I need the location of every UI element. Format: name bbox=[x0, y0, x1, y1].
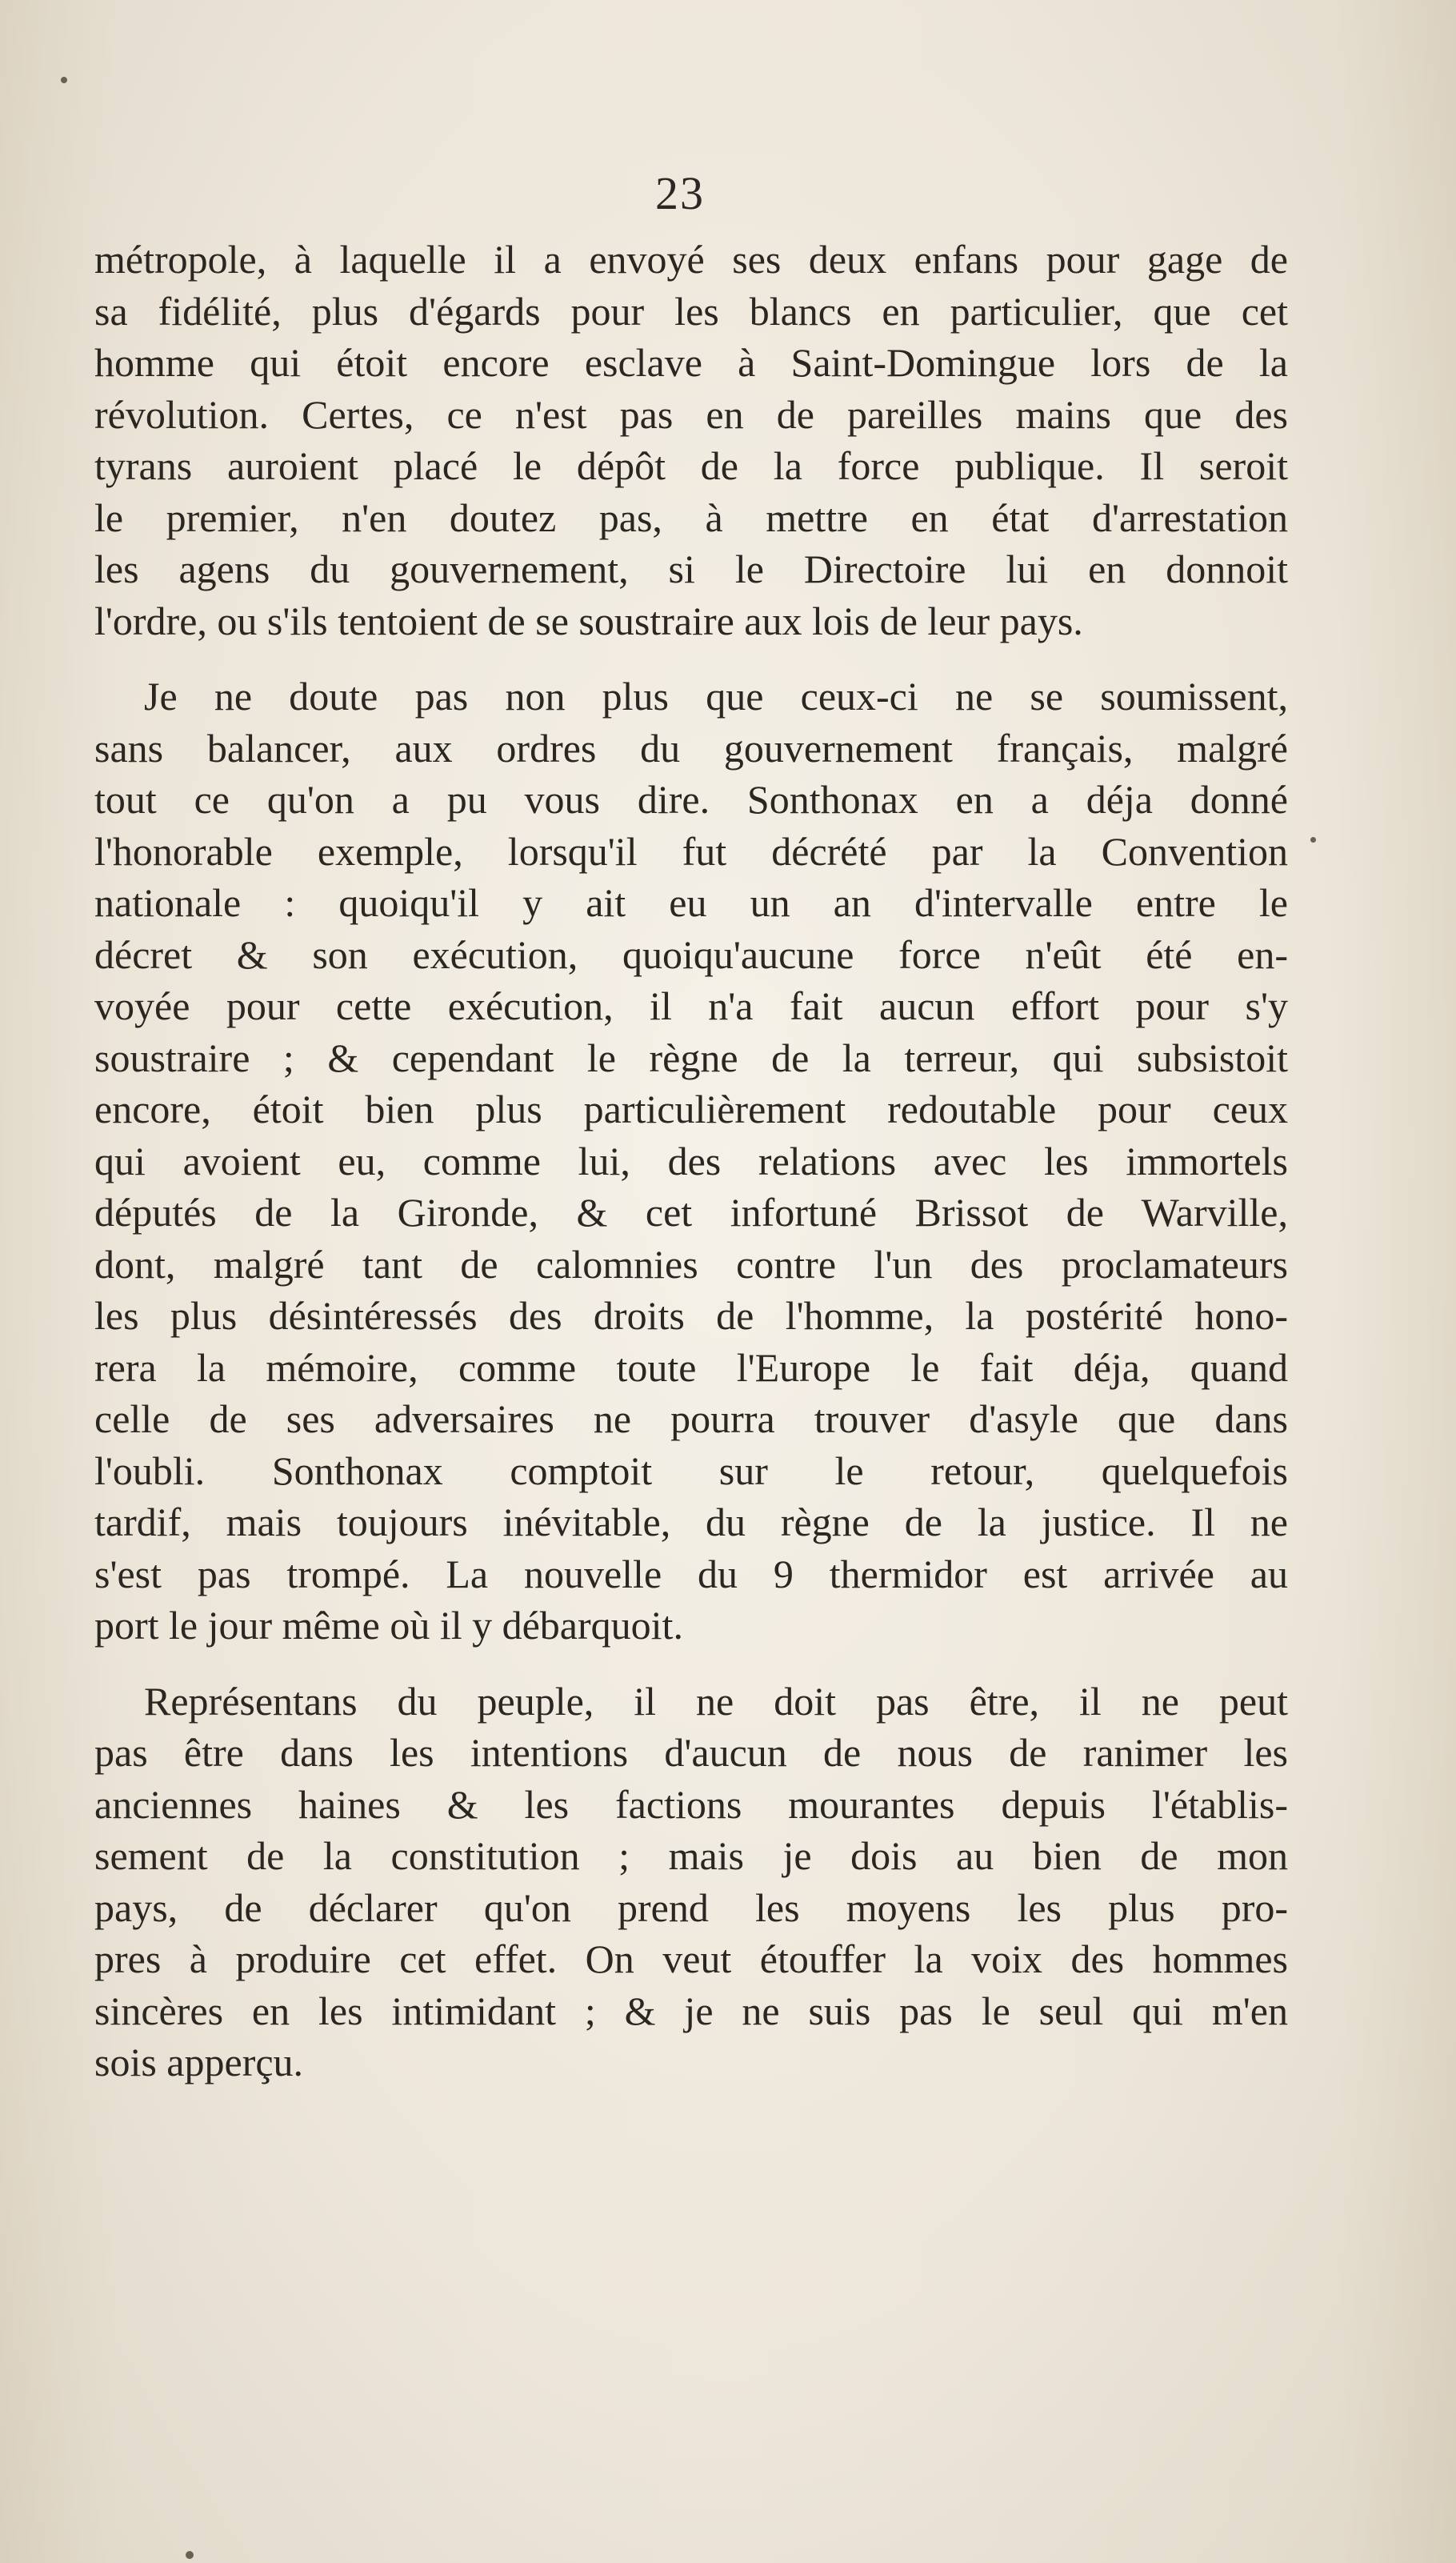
text-line: rera la mémoire, comme toute l'Europe le fait déja, quand bbox=[94, 1344, 1288, 1390]
body-text bbox=[94, 234, 1288, 2088]
text-line: sa fidélité, plus d'égards pour les blancs en particulier, que cet bbox=[94, 288, 1288, 334]
ink-speck bbox=[186, 2551, 194, 2559]
text-line: homme qui étoit encore esclave à Saint-Domingue lors de la bbox=[94, 340, 1288, 385]
text-line: les agens du gouvernement, si le Directoire lui en donnoit bbox=[94, 547, 1288, 591]
text-line: décret & son exécution, quoiqu'aucune force n'eût été en- bbox=[94, 931, 1288, 977]
text-line: pays, de déclarer qu'on prend les moyens les plus pro- bbox=[94, 1884, 1288, 1930]
text-line: pas être dans les intentions d'aucun de nous de ranimer les bbox=[94, 1730, 1288, 1775]
page-number: 23 bbox=[655, 167, 705, 219]
text-line: révolution. Certes, ce n'est pas en de pareilles mains que des bbox=[94, 391, 1288, 437]
text-line: sincères en les intimidant ; & je ne suis pas le seul qui m'en bbox=[94, 1988, 1288, 2033]
text-line: Représentans du peuple, il ne doit pas être, il ne peut bbox=[144, 1678, 1288, 1724]
text-line: députés de la Gironde, & cet infortuné Brissot de Warville, bbox=[94, 1190, 1288, 1235]
ink-speck bbox=[61, 77, 67, 83]
text-line: soustraire ; & cependant le règne de la terreur, qui subsistoit bbox=[94, 1035, 1288, 1080]
text-line: nationale : quoiqu'il y ait eu un an d'intervalle entre le bbox=[94, 880, 1288, 925]
text-line: tardif, mais toujours inévitable, du règne de la justice. Il ne bbox=[94, 1500, 1288, 1544]
text-line: le premier, n'en doutez pas, à mettre en état d'arrestation bbox=[94, 495, 1288, 540]
text-line: anciennes haines & les factions mourantes depuis l'établis- bbox=[94, 1781, 1288, 1827]
text-line: l'oubli. Sonthonax comptoit sur le retour, quelquefois bbox=[94, 1448, 1288, 1493]
text-line: sois apperçu. bbox=[94, 2040, 304, 2084]
paragraph-1 bbox=[94, 234, 1288, 647]
text-line: sement de la constitution ; mais je dois au bien de mon bbox=[94, 1833, 1288, 1878]
text-line: dont, malgré tant de calomnies contre l'un des proclamateurs bbox=[94, 1241, 1288, 1287]
text-line: les plus désintéressés des droits de l'homme, la postérité hono- bbox=[94, 1293, 1288, 1338]
text-line: port le jour même où il y débarquoit. bbox=[94, 1603, 683, 1648]
text-line: tyrans auroient placé le dépôt de la force publique. Il seroit bbox=[94, 443, 1288, 488]
text-line: tout ce qu'on a pu vous dire. Sonthonax en a déja donné bbox=[94, 777, 1288, 822]
ink-speck bbox=[1310, 837, 1316, 843]
text-line: l'ordre, ou s'ils tentoient de se soustraire aux lois de leur pays. bbox=[94, 598, 1083, 643]
text-line: l'honorable exemple, lorsqu'il fut décrété par la Convention bbox=[94, 828, 1288, 874]
text-line: s'est pas trompé. La nouvelle du 9 thermidor est arrivée au bbox=[94, 1551, 1288, 1596]
text-line: encore, étoit bien plus particulièrement redoutable pour ceux bbox=[94, 1087, 1288, 1131]
text-line: sans balancer, aux ordres du gouvernement français, malgré bbox=[94, 725, 1288, 771]
text-line: Je ne doute pas non plus que ceux-ci ne se soumissent, bbox=[144, 674, 1288, 719]
text-line: celle de ses adversaires ne pourra trouver d'asyle que dans bbox=[94, 1396, 1288, 1441]
text-line: qui avoient eu, comme lui, des relations avec les immortels bbox=[94, 1138, 1288, 1183]
text-line: voyée pour cette exécution, il n'a fait aucun effort pour s'y bbox=[94, 983, 1288, 1028]
paragraph-2 bbox=[94, 671, 1288, 1652]
paragraph-3 bbox=[94, 1676, 1288, 2088]
text-line: pres à produire cet effet. On veut étouffer la voix des hommes bbox=[94, 1936, 1288, 1981]
text-line: métropole, à laquelle il a envoyé ses deux enfans pour gage de bbox=[94, 237, 1288, 282]
